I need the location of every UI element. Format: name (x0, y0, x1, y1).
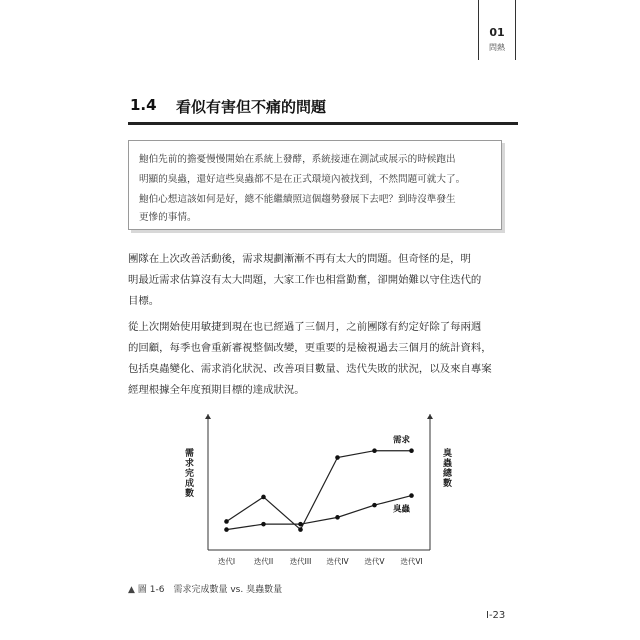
data-point (335, 515, 340, 520)
paragraph-line: 目標。 (128, 295, 160, 307)
page-number: I-23 (486, 610, 506, 621)
series-line (227, 451, 412, 530)
x-tick-label: 迭代IV (326, 557, 349, 566)
story-line: 鮑伯先前的擔憂慢慢開始在系統上發酵，系統接連在測試或展示的時候跑出 (139, 154, 456, 165)
story-line: 明顯的臭蟲，還好這些臭蟲都不是在正式環境內被找到，不然問題可就大了。 (139, 174, 466, 185)
data-point (372, 448, 377, 453)
figure-caption (128, 582, 282, 595)
data-point (409, 448, 414, 453)
data-point (335, 455, 340, 460)
y-axis-left-label: 需求完成數 (183, 448, 193, 498)
x-tick-label: 迭代V (364, 557, 385, 566)
series-label: 臭蟲 (392, 504, 411, 515)
x-tick-label: 迭代II (253, 557, 274, 566)
paragraph-line: 包括臭蟲變化、需求消化狀況、改善項目數量、迭代失敗的狀況，以及來自專案 (128, 363, 492, 375)
x-tick-label: 迭代I (217, 557, 236, 566)
data-point (224, 519, 229, 524)
x-tick-label: 迭代VI (400, 557, 423, 566)
story-box (128, 140, 502, 230)
data-point (261, 495, 266, 500)
paragraph-line: 經理根據全年度預期目標的達成狀況。 (128, 384, 305, 396)
series-label: 需求 (392, 435, 411, 446)
data-point (298, 527, 303, 532)
data-point (372, 503, 377, 508)
series-line (227, 496, 412, 530)
story-line: 更慘的事情。 (139, 212, 197, 223)
story-line: 鮑伯心想這該如何是好，總不能繼續照這個趨勢發展下去吧？到時沒準發生 (139, 194, 456, 205)
section-number: 1.4 (130, 96, 157, 114)
figure-chart (178, 408, 478, 578)
data-point (409, 493, 414, 498)
chapter-name: 問熱 (489, 43, 505, 52)
y-axis-right-label: 臭蟲總數 (441, 448, 451, 488)
section-heading (128, 96, 518, 125)
paragraph-line: 的回顧，每季也會重新審視整個改變，更重要的是檢視過去三個月的統計資料， (128, 342, 492, 354)
chart-canvas (178, 408, 478, 578)
y-axis-left-arrow (205, 414, 211, 419)
data-point (298, 522, 303, 527)
x-tick-label: 迭代III (289, 557, 312, 566)
chapter-number: 01 (489, 26, 505, 39)
data-point (261, 522, 266, 527)
y-axis-right-arrow (427, 414, 433, 419)
section-title: 看似有害但不痛的問題 (176, 98, 327, 116)
caption-text: 圖 1-6 需求完成數量 vs. 臭蟲數量 (137, 585, 283, 595)
caption-marker: ▲ (128, 585, 135, 595)
paragraph-line: 團隊在上次改善活動後，需求規劃漸漸不再有太大的問題。但奇怪的是，明 (128, 253, 471, 265)
paragraph-line: 明最近需求估算沒有太大問題，大家工作也相當勤奮，卻開始難以守住迭代的 (128, 274, 482, 286)
chapter-tab (478, 0, 516, 60)
data-point (224, 527, 229, 532)
paragraph-line: 從上次開始使用敏捷到現在也已經過了三個月，之前團隊有約定好除了每兩週 (128, 321, 482, 333)
